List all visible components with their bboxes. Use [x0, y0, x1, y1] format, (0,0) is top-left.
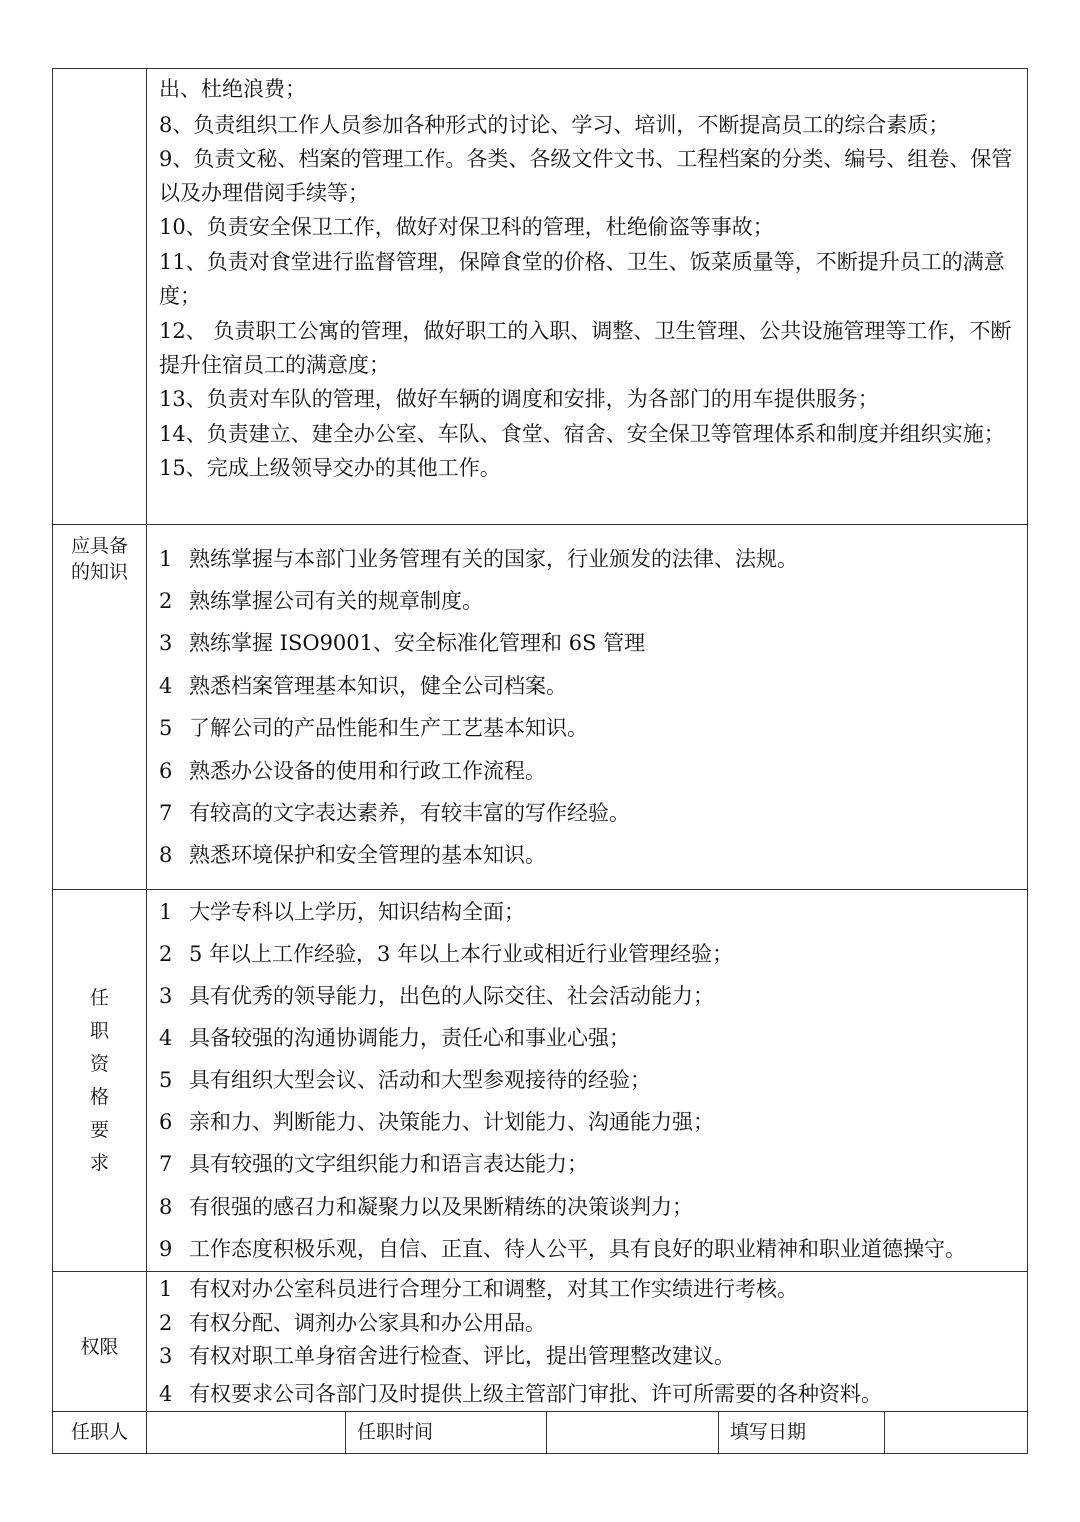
row-divider: [53, 889, 1027, 890]
knowledge-item: [159, 714, 588, 742]
item-text: 熟练掌握 ISO9001、安全标准化管理和 6S 管理: [189, 631, 646, 655]
qualification-item: [159, 898, 525, 926]
item-text: 有权对办公室科员进行合理分工和调整，对其工作实绩进行考核。: [189, 1277, 798, 1301]
duty-line: 14、负责建立、建全办公室、车队、食堂、宿舍、安全保卫等管理体系和制度并组织实施；: [159, 422, 1005, 446]
label-column-divider: [146, 69, 147, 1411]
qualifications-label-char: 资: [89, 1053, 109, 1075]
qualifications-label-char: 求: [89, 1152, 109, 1174]
knowledge-item: [159, 672, 567, 700]
qualification-item: [159, 1024, 630, 1052]
item-text: 具有较强的文字组织能力和语言表达能力；: [189, 1152, 588, 1176]
item-text: 了解公司的产品性能和生产工艺基本知识。: [189, 716, 588, 740]
duty-line: 出、杜绝浪费；: [159, 77, 306, 101]
duty-line: 度；: [159, 284, 201, 308]
item-text: 具有优秀的领导能力，出色的人际交往、社会活动能力；: [189, 984, 714, 1008]
item-number: 3: [159, 1344, 173, 1368]
duty-line: 以及办理借阅手续等；: [159, 181, 369, 205]
qualifications-label-char: 要: [89, 1119, 109, 1141]
incumbent-label: 任职人: [70, 1421, 128, 1443]
authority-item: [159, 1342, 735, 1370]
item-text: 具有组织大型会议、活动和大型参观接待的经验；: [189, 1068, 651, 1092]
qualifications-label-char: 任: [89, 987, 109, 1009]
item-number: 2: [159, 589, 173, 613]
item-text: 有较高的文字表达素养，有较丰富的写作经验。: [189, 801, 630, 825]
item-number: 4: [159, 674, 173, 698]
item-number: 1: [159, 547, 173, 571]
footer-divider: [546, 1411, 547, 1453]
qualifications-label-char: 格: [89, 1086, 109, 1108]
item-number: 7: [159, 801, 173, 825]
duty-line: 8、负责组织工作人员参加各种形式的讨论、学习、培训，不断提高员工的综合素质；: [159, 113, 950, 137]
qualifications-label: [53, 982, 146, 1180]
row-divider: [53, 1271, 1027, 1272]
item-text: 具备较强的沟通协调能力，责任心和事业心强；: [189, 1026, 630, 1050]
item-number: 3: [159, 984, 173, 1008]
row-divider: [53, 1411, 1027, 1412]
item-text: 熟悉档案管理基本知识，健全公司档案。: [189, 674, 567, 698]
duty-line: 12、 负责职工公寓的管理，做好职工的入职、调整、卫生管理、公共设施管理等工作，不断: [159, 319, 1012, 343]
row-divider: [53, 524, 1027, 525]
duty-line: 13、负责对车队的管理，做好车辆的调度和安排，为各部门的用车提供服务；: [159, 387, 879, 411]
item-text: 熟悉办公设备的使用和行政工作流程。: [189, 759, 546, 783]
qualification-item: [159, 1150, 588, 1178]
knowledge-label-line: 应具备: [70, 535, 128, 557]
knowledge-item: [159, 629, 645, 657]
item-number: 9: [159, 1237, 173, 1261]
footer-divider: [146, 1411, 147, 1453]
knowledge-item: [159, 587, 483, 615]
tenure-label: 任职时间: [357, 1421, 434, 1443]
knowledge-label: [53, 533, 146, 585]
item-number: 7: [159, 1152, 173, 1176]
footer-divider: [345, 1411, 346, 1453]
duty-line: 10、负责安全保卫工作，做好对保卫科的管理，杜绝偷盗等事故；: [159, 215, 774, 239]
item-number: 6: [159, 759, 173, 783]
item-number: 6: [159, 1110, 173, 1134]
item-text: 5 年以上工作经验，3 年以上本行业或相近行业管理经验；: [189, 942, 734, 966]
authority-item: [159, 1309, 546, 1337]
item-text: 有权对职工单身宿舍进行检查、评比，提出管理整改建议。: [189, 1344, 735, 1368]
authority-item: [159, 1380, 882, 1408]
qualification-item: [159, 940, 733, 968]
item-number: 4: [159, 1026, 173, 1050]
item-number: 5: [159, 716, 173, 740]
authority-label: 权限: [80, 1336, 119, 1358]
item-number: 8: [159, 843, 173, 867]
item-text: 熟悉环境保护和安全管理的基本知识。: [189, 843, 546, 867]
item-text: 熟练掌握与本部门业务管理有关的国家，行业颁发的法律、法规。: [189, 547, 798, 571]
item-text: 熟练掌握公司有关的规章制度。: [189, 589, 483, 613]
item-text: 有很强的感召力和凝聚力以及果断精练的决策谈判力；: [189, 1195, 693, 1219]
item-number: 2: [159, 942, 173, 966]
item-text: 有权分配、调剂办公家具和办公用品。: [189, 1311, 546, 1335]
qualification-item: [159, 1235, 966, 1263]
item-text: 大学专科以上学历，知识结构全面；: [189, 900, 525, 924]
footer-divider: [718, 1411, 719, 1453]
item-text: 亲和力、判断能力、决策能力、计划能力、沟通能力强；: [189, 1110, 714, 1134]
item-text: 有权要求公司各部门及时提供上级主管部门审批、许可所需要的各种资料。: [189, 1382, 882, 1406]
qualification-item: [159, 1108, 714, 1136]
item-number: 1: [159, 1277, 173, 1301]
duty-line: 9、负责文秘、档案的管理工作。各类、各级文件文书、工程档案的分类、编号、组卷、保管: [159, 147, 1013, 171]
knowledge-item: [159, 757, 546, 785]
job-description-table: [52, 68, 1028, 1454]
knowledge-item: [159, 799, 630, 827]
item-number: 2: [159, 1311, 173, 1335]
footer-divider: [884, 1411, 885, 1453]
qualification-item: [159, 1066, 651, 1094]
authority-item: [159, 1275, 798, 1303]
item-number: 5: [159, 1068, 173, 1092]
item-number: 3: [159, 631, 173, 655]
qualification-item: [159, 982, 714, 1010]
duty-line: 提升住宿员工的满意度；: [159, 353, 390, 377]
knowledge-label-line: 的知识: [70, 561, 128, 583]
qualification-item: [159, 1193, 693, 1221]
item-text: 工作态度积极乐观，自信、正直、待人公平，具有良好的职业精神和职业道德操守。: [189, 1237, 966, 1261]
knowledge-item: [159, 841, 546, 869]
duty-line: 11、负责对食堂进行监督管理，保障食堂的价格、卫生、饭菜质量等，不断提升员工的满意: [159, 250, 1005, 274]
item-number: 1: [159, 900, 173, 924]
item-number: 8: [159, 1195, 173, 1219]
qualifications-label-char: 职: [89, 1020, 109, 1042]
duty-line: 15、完成上级领导交办的其他工作。: [159, 456, 501, 480]
date-label: 填写日期: [730, 1421, 807, 1443]
item-number: 4: [159, 1382, 173, 1406]
knowledge-item: [159, 545, 798, 573]
